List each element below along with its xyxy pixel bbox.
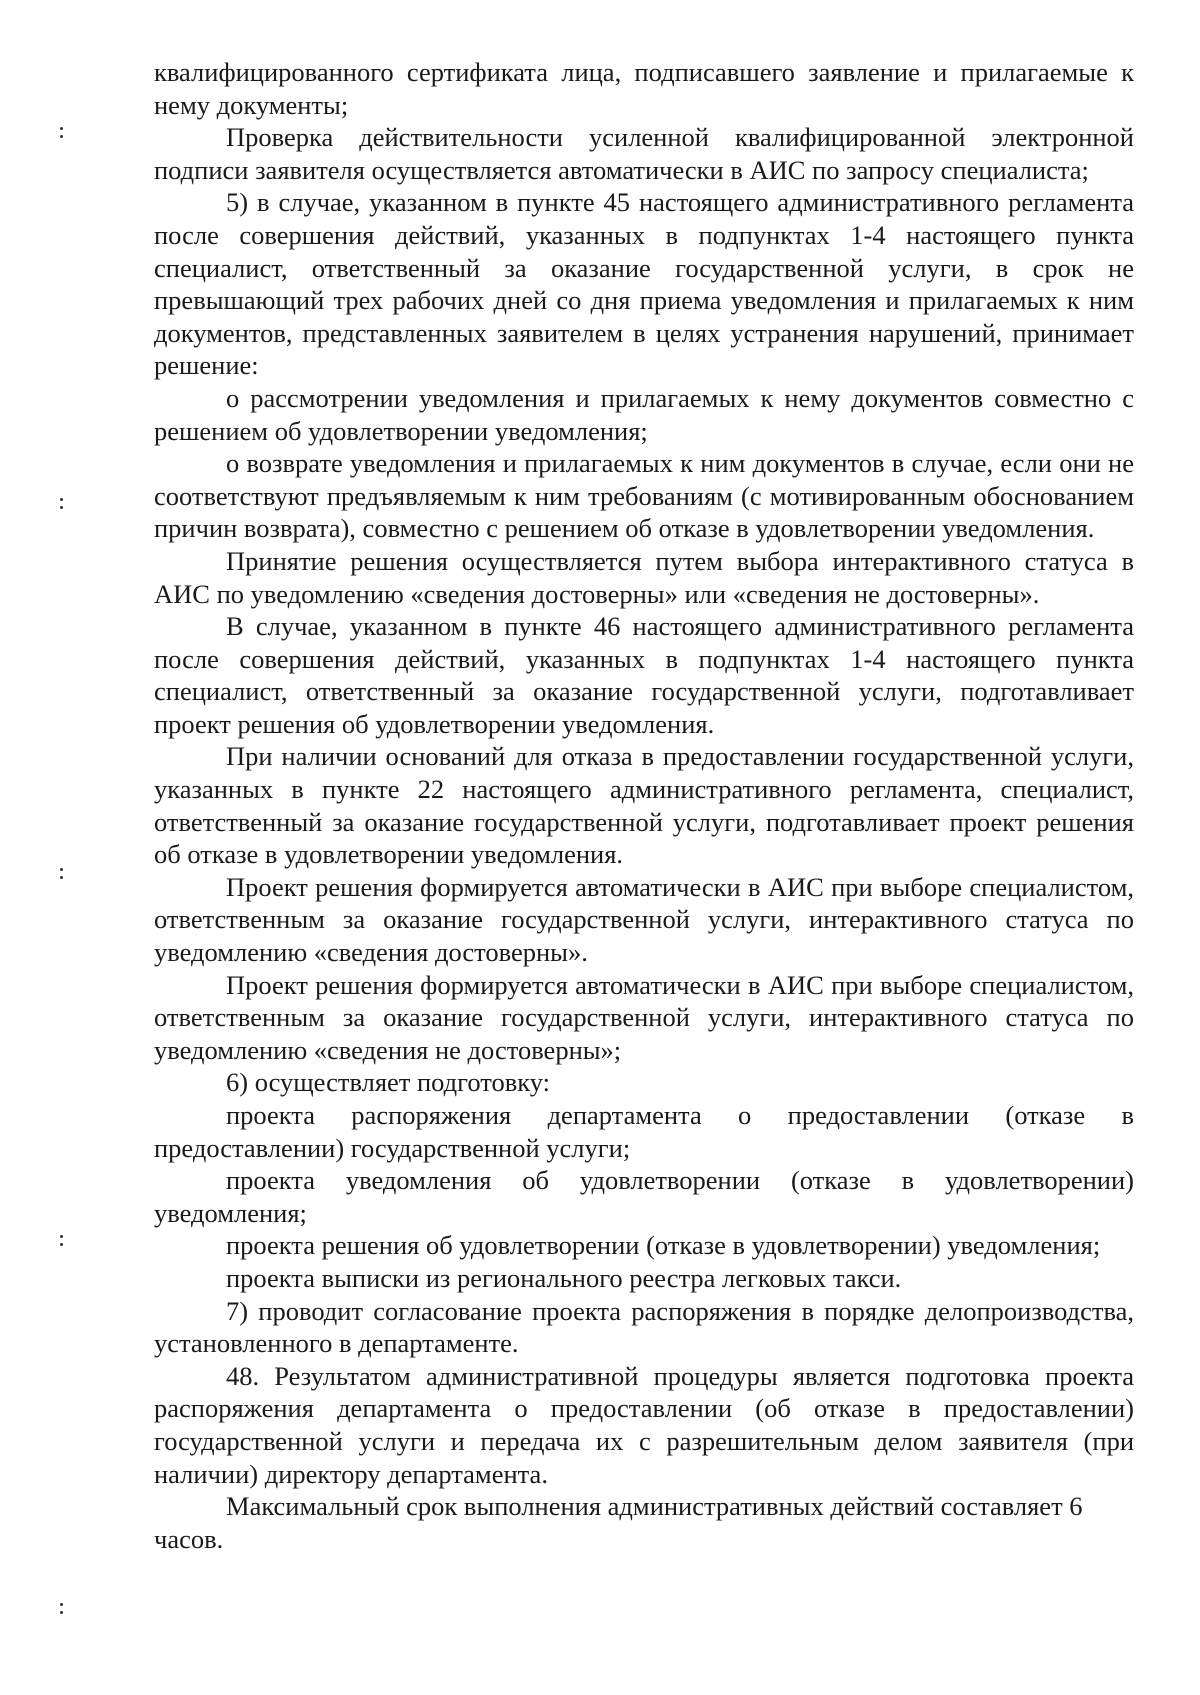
paragraph: проекта решения об удовлетворении (отказе в удовлетворении) уведомления;: [226, 1230, 1101, 1261]
paragraph: Проект решения формируется автоматически в АИС при выборе специалистом, ответственным за оказание государственной услуги, интерактивного статуса по уведомлению «сведения достоверны».: [154, 871, 1134, 968]
paragraph: При наличии оснований для отказа в предоставлении государственной услуги, указанных в пункте 22 настоящего административного регламента, специалист, ответственный за оказание государственной услуги, подготавливает проект решения об отказе в удовлетворении уведомления.: [154, 741, 1134, 870]
paragraph: Проверка действительности усиленной квалифицированной электронной подписи заявителя осуществляется автоматически в АИС по запросу специалиста;: [154, 122, 1134, 185]
paragraph: проекта уведомления об удовлетворении (отказе в удовлетворении) уведомления;: [154, 1165, 1134, 1228]
paragraph-item-6: 6) осуществляет подготовку:: [226, 1067, 551, 1098]
paragraph: Проект решения формируется автоматически в АИС при выборе специалистом, ответственным за оказание государственной услуги, интерактивного статуса по уведомлению «сведения не достоверны»;: [154, 969, 1134, 1065]
paragraph: о возврате уведомления и прилагаемых к ним документов в случае, если они не соответствуют предъявляемым к ним требованиям (с мотивированным обоснованием причин возврата), совместно с решением об отказе в удовлетворении уведомления.: [154, 448, 1134, 544]
paragraph: проекта распоряжения департамента о предоставлении (отказе в предоставлении) государственной услуги;: [154, 1100, 1134, 1163]
document-page: [154, 56, 1134, 1555]
paragraph: Максимальный срок выполнения административных действий составляет 6 часов.: [154, 1491, 1083, 1554]
binder-punch-marks: [0, 0, 90, 1695]
paragraph-item-7: 7) проводит согласование проекта распоряжения в порядке делопроизводства, установленного в департаменте.: [154, 1295, 1134, 1359]
paragraph: Принятие решения осуществляется путем выбора интерактивного статуса в АИС по уведомлению «сведения достоверны» или «сведения не достоверны».: [154, 545, 1134, 609]
paragraph-item-5: 5) в случае, указанном в пункте 45 настоящего административного регламента после совершения действий, указанных в подпунктах 1-4 настоящего пункта специалист, ответственный за оказание государственной услуги, в срок не превышающий трех рабочих дней со дня приема уведомления и прилагаемых к ним документов, представленных заявителем в целях устранения нарушений, принимает решение:: [154, 187, 1134, 381]
paragraph: В случае, указанном в пункте 46 настоящего административного регламента после совершения действий, указанных в подпунктах 1-4 настоящего пункта специалист, ответственный за оказание государственной услуги, подготавливает проект решения об удовлетворении уведомления.: [154, 611, 1134, 739]
paragraph: о рассмотрении уведомления и прилагаемых к нему документов совместно с решением об удовлетворении уведомления;: [154, 382, 1134, 446]
paragraph: проекта выписки из регионального реестра легковых такси.: [226, 1262, 902, 1293]
paragraph-item-48: 48. Результатом административной процедуры является подготовка проекта распоряжения департамента о предоставлении (об отказе в предоставлении) государственной услуги и передача их с разрешительным делом заявителя (при наличии) директору департамента.: [154, 1360, 1134, 1489]
paragraph: квалифицированного сертификата лица, подписавшего заявление и прилагаемые к нему документы;: [154, 57, 1134, 120]
